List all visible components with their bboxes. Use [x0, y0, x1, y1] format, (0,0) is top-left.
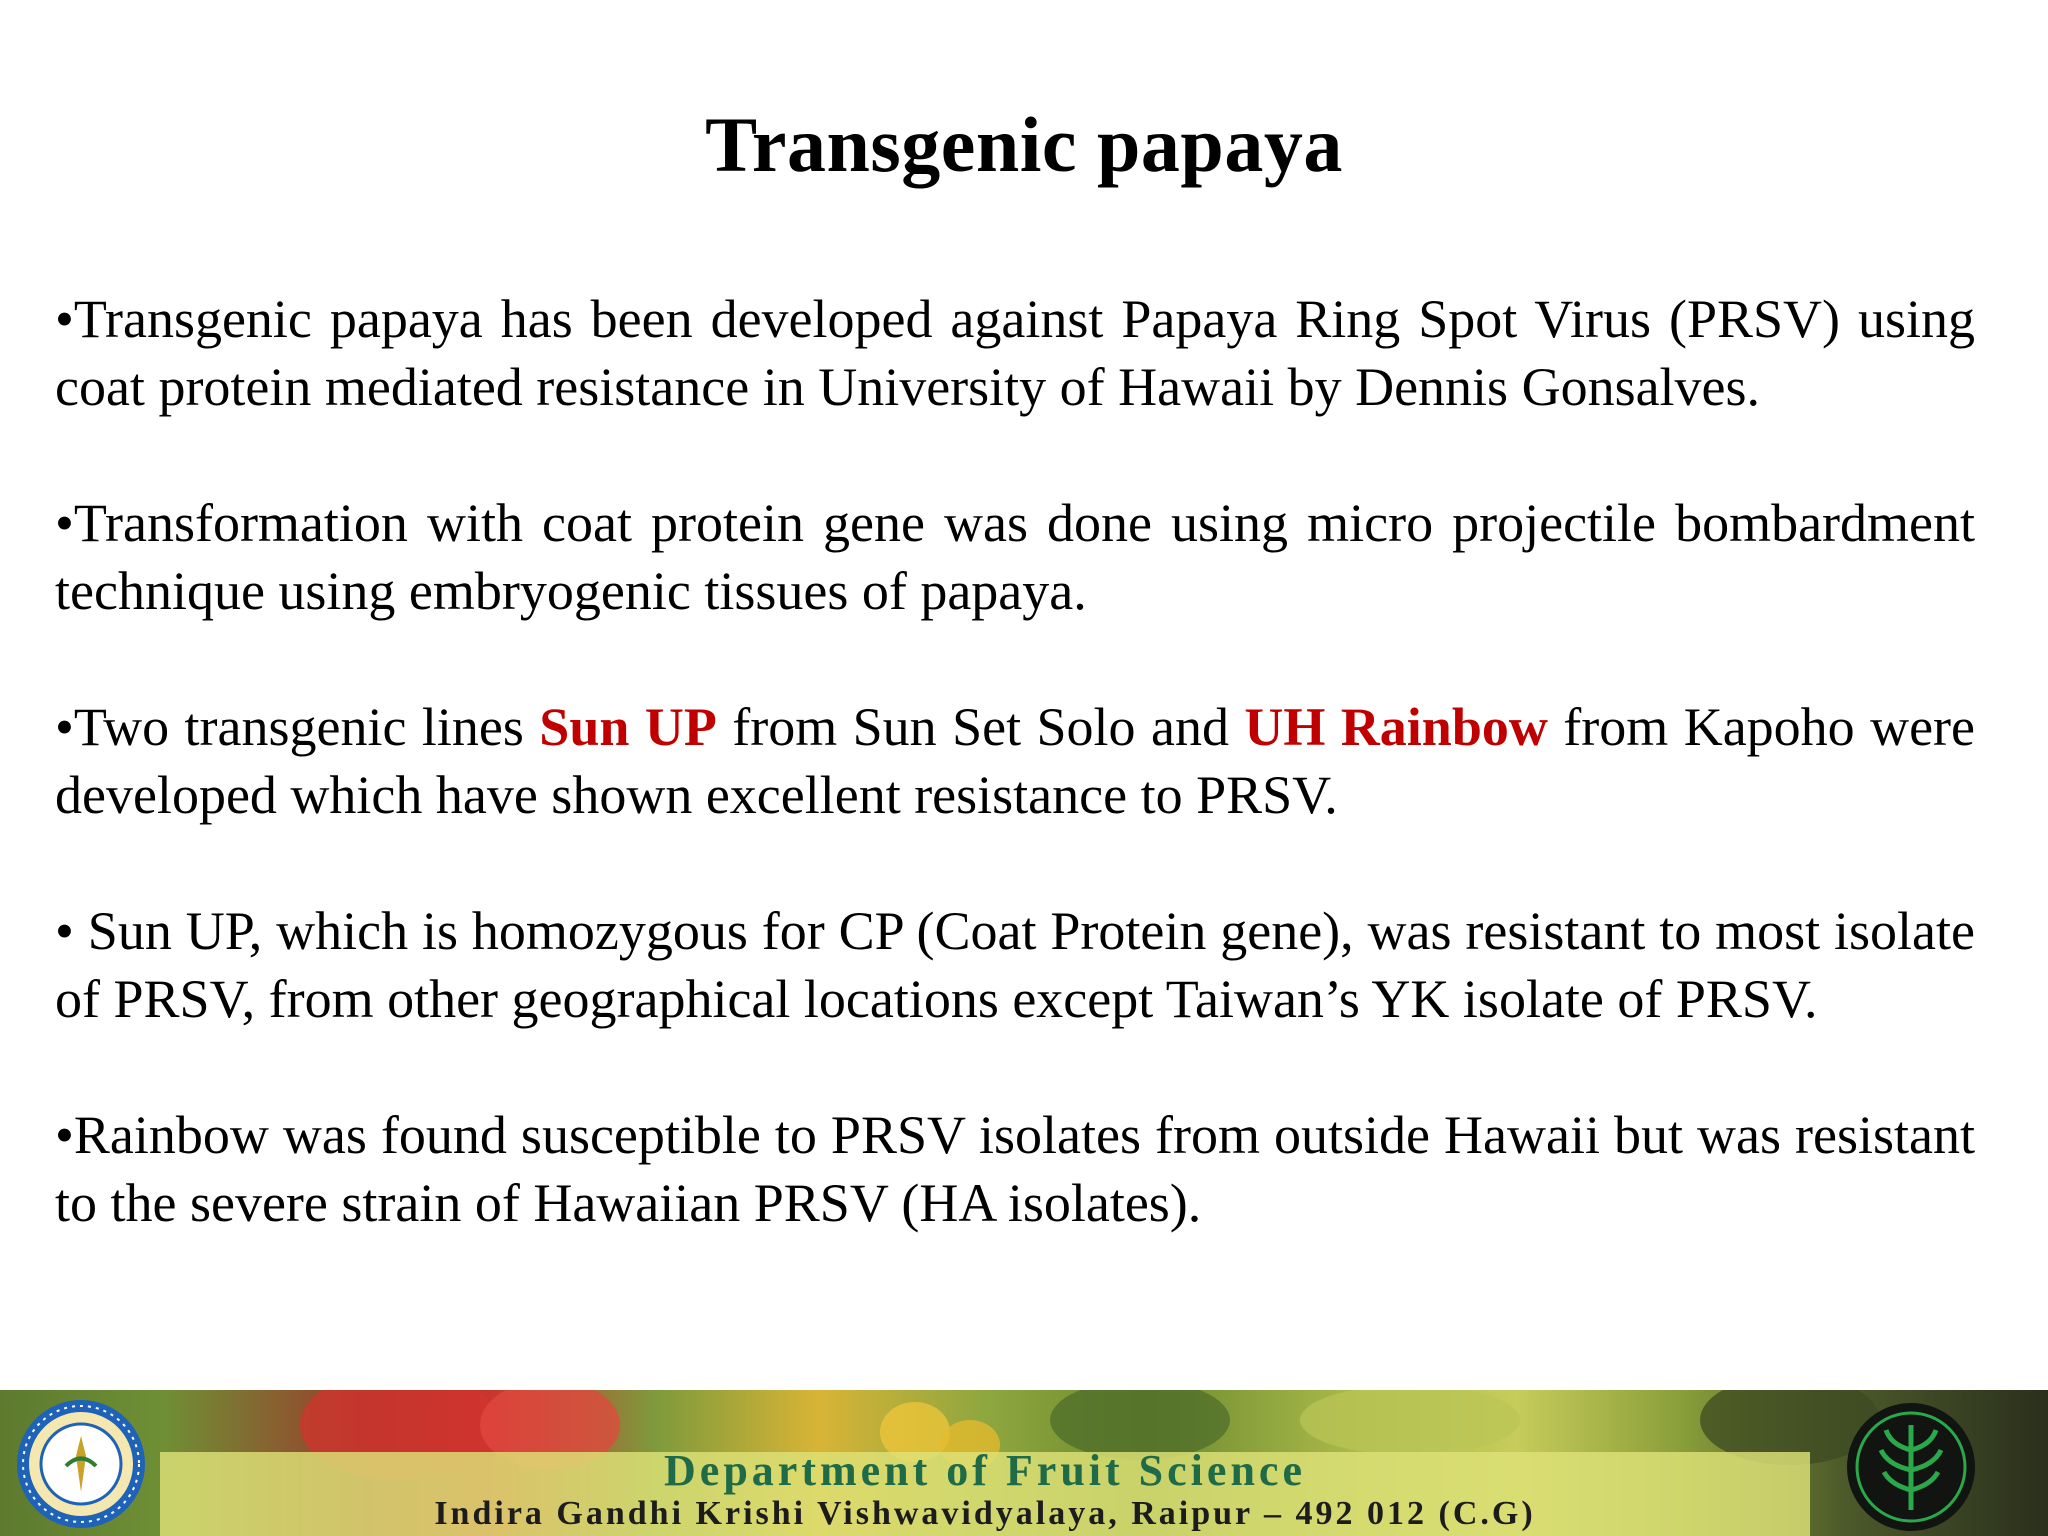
bullet-text: from Kapoho were developed which have shown excellent resistance to PRSV.	[55, 697, 1975, 825]
bullet-text: •Transgenic papaya has been developed against Papaya Ring Spot Virus (PRSV) using coat protein mediated resistance in University of Hawaii by Dennis Gonsalves.	[55, 289, 1975, 417]
bullet-item	[55, 897, 1975, 1033]
footer-banner	[0, 1390, 2048, 1536]
bullet-text: • Sun UP, which is homozygous for CP (Coat Protein gene), was resistant to most isolate of PRSV, from other geographical locations except Taiwan’s YK isolate of PRSV.	[55, 901, 1975, 1029]
highlighted-term: UH Rainbow	[1244, 697, 1548, 757]
bullet-item	[55, 1101, 1975, 1237]
slide-title: Transgenic papaya	[705, 101, 1343, 188]
bullet-item	[55, 285, 1975, 421]
university-name: Indira Gandhi Krishi Vishwavidyalaya, Raipur – 492 012 (C.G)	[434, 1495, 1536, 1532]
university-seal-icon	[6, 1396, 156, 1532]
bullet-item	[55, 489, 1975, 625]
bullet-text: •Rainbow was found susceptible to PRSV isolates from outside Hawaii but was resistant to the severe strain of Hawaiian PRSV (HA isolates).	[55, 1105, 1975, 1233]
bullet-text: •Two transgenic lines	[55, 697, 540, 757]
bullet-text: from Sun Set Solo and	[716, 697, 1245, 757]
bullet-text: •Transformation with coat protein gene was done using micro projectile bombardment technique using embryogenic tissues of papaya.	[55, 493, 1975, 621]
bullet-list	[55, 285, 1975, 1237]
bullet-item	[55, 693, 1975, 829]
highlighted-term: Sun UP	[539, 697, 717, 757]
department-name: Department of Fruit Science	[664, 1446, 1306, 1495]
wheat-emblem-icon	[1836, 1400, 1986, 1534]
